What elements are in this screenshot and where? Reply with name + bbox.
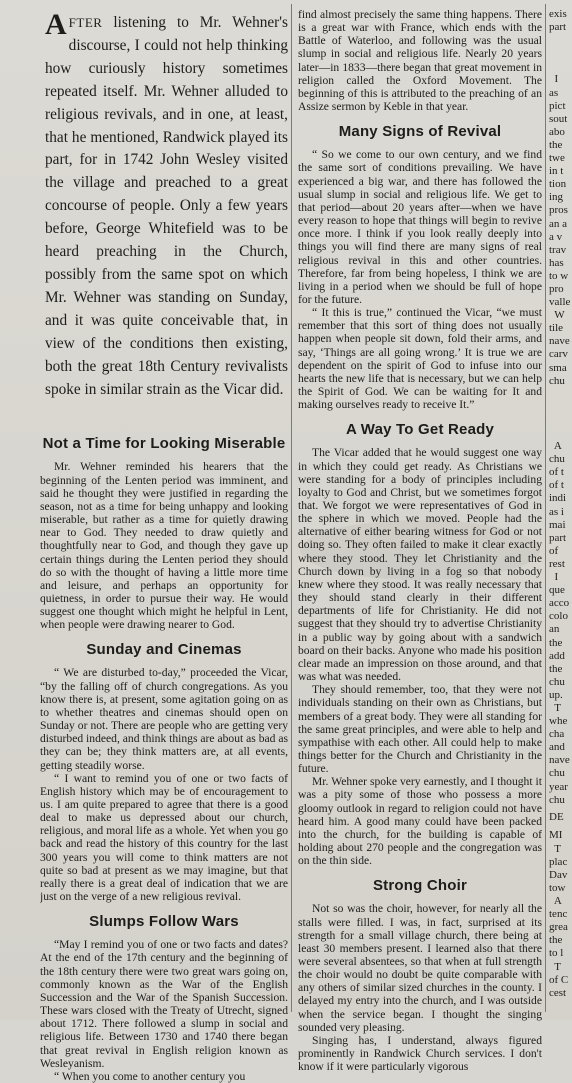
section-heading: A Way To Get Ready bbox=[345, 421, 495, 439]
section-heading: Strong Choir bbox=[372, 877, 468, 895]
paragraph: “ When you come to another century you bbox=[54, 1069, 246, 1083]
paragraph: Mr. Wehner reminded his hearers that the beginning of the Lenten period was imminent, and said he thought they were justified in regarding the season, not as a time for being unhappy and looking miserable, but rather as a time for quietly drawing near to God. They needed to draw quietly and thoughtfully near to God, and though they gave up certain things during the Lenten period they should do so with the thought of having a little more time and leisure, and perhaps an opportunity for quietness, in order to pursue their way. He would suggest one thought which might he helpful in Lent, when people were drawing nearer to God. bbox=[40, 460, 288, 632]
column-right-truncated bbox=[549, 8, 572, 1000]
paragraph: Mr. Wehner spoke very earnestly, and I thought it was a pity some of those who possess a more gloomy outlook in regard to religion could not have heard him. A good many could have been packed into the church, for the building is capable of holding about 270 people and the congregation was on the thin side. bbox=[298, 775, 542, 868]
article-body bbox=[40, 460, 288, 631]
paragraph: Singing has, I understand, always figured prominently in Randwick Church services. I don't know if it were particularly vigorous bbox=[298, 1033, 542, 1074]
paragraph: “ I want to remind you of one or two facts of English history which may be of encouragement to us. I am quite prepared to agree that there is a good deal to make us depressed about our church, religious, and moral life as a whole. Yet when you go back and read the history of this country for the last 300 years you will come to think matters are not quite so bad at present as we may imagine, but that really there is a great deal of indication that we are just on the verge of a new religious revival. bbox=[40, 771, 288, 904]
paragraph: “May I remind you of one or two facts and dates? At the end of the 17th century and the beginning of the 18th century there were two great wars going on, commonly known as the War of the English Succession and the War of the Spanish Succession. These wars closed with the Treaty of Utrecht, signed about 1712. There followed a slump in social and religious life. Between 1730 and 1740 there began that great revival in English religion known as Wesleyanism. bbox=[40, 938, 288, 1070]
article-body bbox=[40, 666, 288, 903]
column-left bbox=[40, 8, 288, 1083]
column-middle bbox=[298, 8, 542, 1073]
truncated-heading: MI bbox=[549, 828, 563, 841]
article-body bbox=[298, 148, 542, 411]
paragraph: “ We are disturbed to-day,” proceeded the Vicar, “by the falling off of church congregations. As you know there is, at present, some agitation going on as to whether theatres and cinemas should open on Sunday or not. There are people who are getting very disturbed indeed, and think things are about as bad as they can be; they think matters are, at all events, getting steadily worse. bbox=[40, 666, 288, 772]
section-heading: Sunday and Cinemas bbox=[86, 641, 242, 659]
truncated-text: T plac Dav tow A tenc grea the to l T of C cest bbox=[549, 842, 569, 999]
article-body bbox=[40, 938, 288, 1083]
intro-paragraph bbox=[45, 8, 288, 401]
paragraph: find almost precisely the same thing happens. There is a great war with France, which ends with the Battle of Waterloo, and following was the usual slump in social and religious life. Nearly 20 years later—in 1833—there began that great movement in religion called the Oxford Movement. The beginning of this is attributed to the preaching of an Assize sermon by Keble in that year. bbox=[298, 8, 542, 114]
section-heading: Not a Time for Looking Miserable bbox=[42, 435, 286, 453]
paragraph: The Vicar added that he would suggest one way in which they could get ready. As Christians we were standing for a body of principles including loyalty to God and Christ, but we sometimes forgot that. We forgot we were representatives of God in the sphere in which we moved. People had the alternative of either bearing witness for God or not doing so. They often failed to make it clear exactly where they stood. They let Christianity and the Church down by living in a fog so that nobody knew where they stood. It was really necessary that they should stand clearly in their different departments of life for Christianity. He did not suggest that they should try to advertise Christianity in a public way by going about with a sandwich board on their backs. Anyone who made his position clear made an impression on those around, and that was what was needed. bbox=[298, 446, 542, 684]
intro-smallcaps: FTER bbox=[68, 15, 103, 30]
drop-cap: A bbox=[45, 8, 67, 41]
paragraph: They should remember, too, that they were not individuals standing on their own as Christians, but members of a great body. They were all standing for the same great principles, and were able to help and sympathise with each other. All could help to make things better for the Church and Christianity in the future. bbox=[298, 683, 542, 776]
paragraph: Not so was the choir, however, for nearly all the stalls were filled. I was, in fact, surprised at its strength for a small village church, there being at least 30 members present. I learned also that there were several absentees, so that when at full strength the choir would no doubt be quite comparable with any others of similar sized churches in the county. I delayed my entry into the church, and I was outside when the service began. I thought the singing sounded very pleasing. bbox=[298, 902, 542, 1034]
article-body bbox=[298, 902, 542, 1073]
article-body bbox=[298, 446, 542, 867]
truncated-text: exis part I as pict sout abo the twe in t tion ing pros an a a v trav has to w pro valle W tile nave carv sma chu A chu of t of t indi as i mai part of rest I que acco colo an the add the chu up. T whe cha and nave chu year chu bbox=[549, 8, 571, 806]
article-body bbox=[298, 8, 542, 113]
truncated-heading: DE bbox=[549, 810, 564, 823]
section-heading: Slumps Follow Wars bbox=[89, 913, 239, 931]
intro-text: listening to Mr. Wehner's discourse, I could not help thinking how curiously history sometimes repeated itself. Mr. Wehner alluded to religious revivals, and in one, at least, that he mentioned, Randwick played its part, for in 1742 John Wesley visited the village and preached to a great concourse of people. Only a few years before, George Whitefield was to be heard preaching in the Church, possibly from the same spot on which Mr. Wehner was standing on Sunday, and it was quite conceivable that, in view of the conditions then existing, both the great 18th Century revivalists spoke in similar strain as the Vicar did. bbox=[45, 14, 288, 398]
column-rule bbox=[291, 4, 292, 1012]
paragraph: “ So we come to our own century, and we find the same sort of conditions prevailing. We have experienced a big war, and there has followed the usual slump in social and religious life. We get to that period—about 20 years after—when we have every reason to hope that things will begin to revive once more. I think if you look really deeply into things you will find there are many signs of real religious revival in this and other countries. Therefore, far from being hopeless, I think we are living in a period when we should be full of hope for the future. bbox=[298, 148, 542, 306]
section-heading: Many Signs of Revival bbox=[338, 123, 502, 141]
column-rule bbox=[545, 4, 546, 1012]
paragraph: “ It this is true,” continued the Vicar, “we must remember that this sort of thing does not usually happen when people sit down, fold their arms, and say, ‘Things are all going wrong.’ It is true we are dependent on the spirit of God to infuse into our hearts the new life that is necessary, but we can help the Spirit of God. We can be waiting for It and making ourselves ready to receive It.” bbox=[298, 306, 542, 412]
